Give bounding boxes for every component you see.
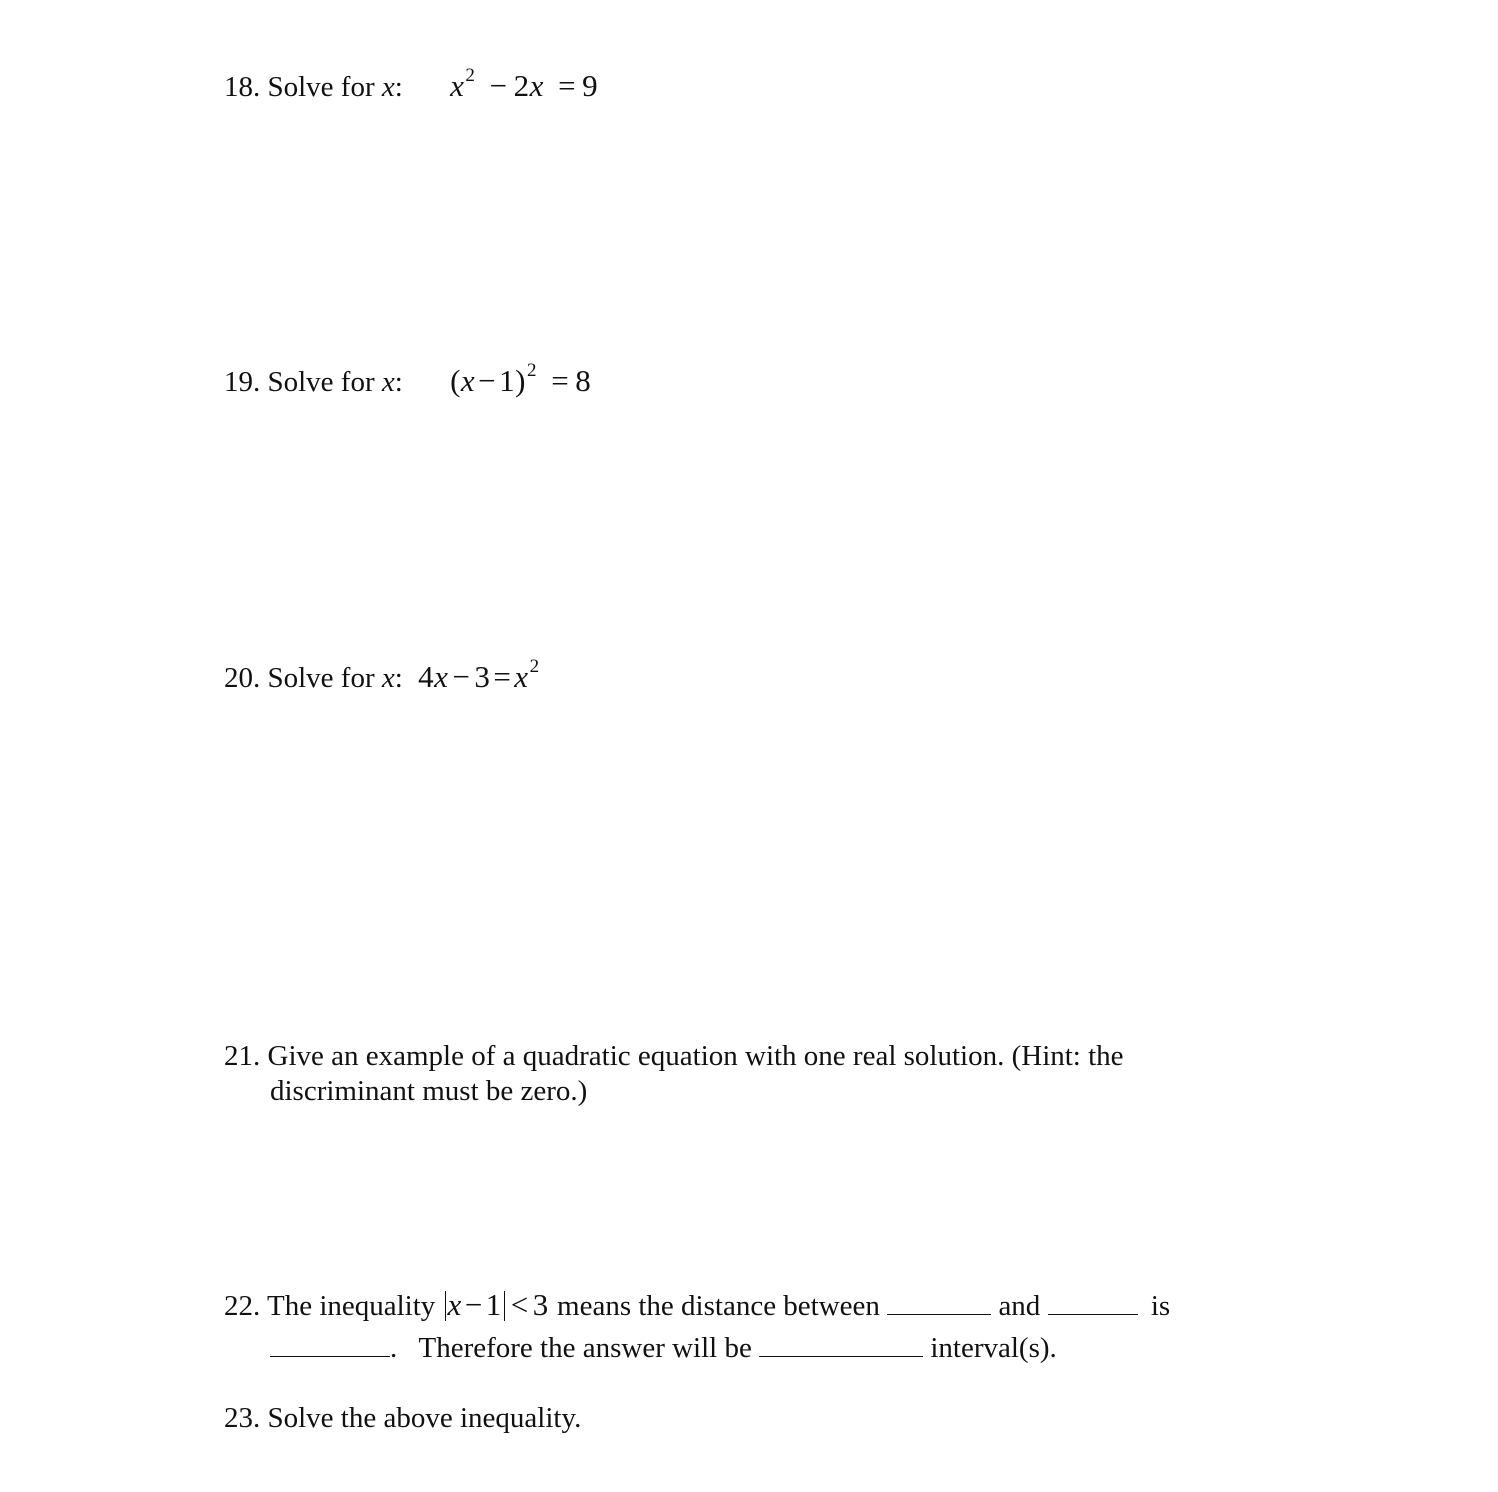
- question-18: [224, 58, 598, 105]
- equation: $4x - 3=x^2$: [418, 656, 540, 694]
- question-21: [224, 1038, 1124, 1074]
- answer-blank-4[interactable]: [759, 1330, 923, 1357]
- question-number: 22.: [224, 1290, 261, 1322]
- answer-blank-3[interactable]: [270, 1330, 390, 1357]
- variable: x: [381, 71, 395, 103]
- question-19: [224, 353, 591, 400]
- text-and: and: [998, 1290, 1041, 1322]
- question-text: Solve the above inequality.: [267, 1402, 582, 1434]
- absolute-value-inequality: x−1 < 3: [443, 1287, 557, 1322]
- question-number: 19.: [224, 366, 261, 398]
- text-is: is: [1150, 1290, 1171, 1322]
- variable: x: [381, 366, 395, 398]
- question-number: 20.: [224, 662, 261, 694]
- question-20: [224, 649, 540, 696]
- variable: x: [381, 662, 395, 694]
- colon: :: [394, 71, 403, 103]
- question-text-line1: Give an example of a quadratic equation with one real solution. (Hint: the: [267, 1040, 1124, 1072]
- colon: :: [394, 662, 403, 694]
- question-prompt: Solve for: [267, 366, 375, 398]
- answer-blank-1[interactable]: [887, 1288, 991, 1315]
- question-prompt: Solve for: [267, 662, 375, 694]
- question-number: 18.: [224, 71, 261, 103]
- colon: :: [394, 366, 403, 398]
- question-23: [224, 1400, 581, 1436]
- answer-blank-2[interactable]: [1048, 1288, 1138, 1315]
- question-number: 21.: [224, 1040, 261, 1072]
- question-21-line2: discriminant must be zero.): [270, 1075, 588, 1107]
- question-number: 23.: [224, 1402, 261, 1434]
- text-the-inequality: The inequality: [266, 1290, 436, 1322]
- text-means-distance: means the distance between: [557, 1290, 880, 1322]
- text-therefore: Therefore the answer will be: [418, 1332, 752, 1364]
- question-prompt: Solve for: [267, 71, 375, 103]
- question-22: [224, 1287, 1170, 1324]
- equation: $(x-1)^2 = 8$: [450, 360, 592, 398]
- question-22-line2: . Therefore the answer will be interval(s).: [270, 1330, 1057, 1366]
- equation: $x^2 - 2x = 9$: [450, 65, 599, 103]
- text-intervals: interval(s).: [930, 1332, 1057, 1364]
